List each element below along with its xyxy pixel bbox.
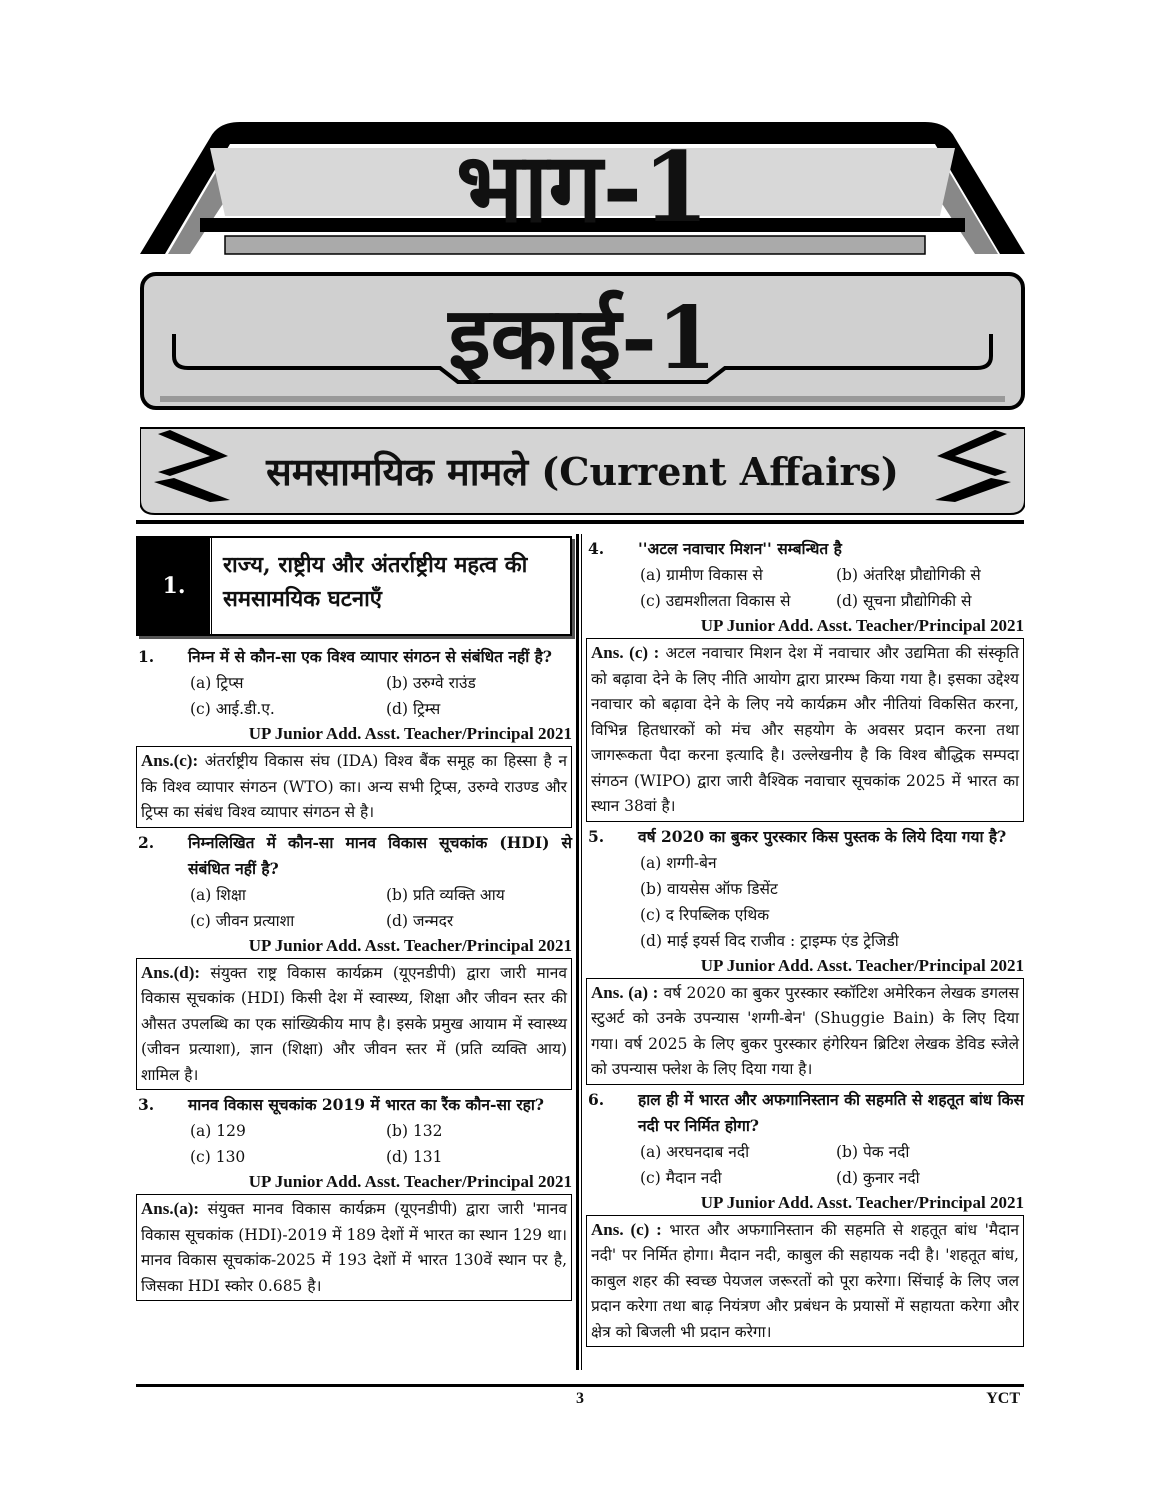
column-divider: [576, 534, 579, 1370]
topic-banner: [140, 426, 1025, 516]
answer-text: अटल नवाचार मिशन देश में नवाचार और उद्यमिता की संस्कृति को बढ़ावा देने के लिए नीति आयोग द्वारा प्रारम्भ किया गया है। इसका उद्देश्य नवाचार को बढ़ावा देने के लिए नये कार्यक्रम और नीतियां विकसित करना, विभिन्न हितधारकों को मंच और सहयोग के अवसर प्रदान करना तथा जागरूकता पैदा करना इत्यादि है। उल्लेखनीय है कि विश्व बौद्धिक सम्पदा संगठन (WIPO) द्वारा जारी वैश्विक नवाचार सूचकांक 2025 में भारत का स्थान 38वां है।: [591, 644, 1019, 815]
answer-box: [136, 746, 572, 828]
question-text: वर्ष 2020 का बुकर पुरस्कार किस पुस्तक के लिये दिया गया है?: [638, 826, 1007, 846]
unit-title: इकाई-1: [448, 288, 717, 389]
option: (c) 130: [190, 1148, 246, 1166]
topic-title: समसामयिक मामले (Current Affairs): [266, 449, 899, 494]
question-number: 2.: [138, 832, 155, 852]
option: (b) 132: [386, 1122, 443, 1140]
question-block: [136, 1092, 572, 1301]
section-number: 1.: [138, 538, 213, 634]
question-number: 4.: [588, 539, 605, 558]
question: [136, 830, 572, 882]
answer-box: [586, 638, 1024, 822]
exam-source: UP Junior Add. Asst. Teacher/Principal 2021: [700, 955, 1024, 975]
exam-source: UP Junior Add. Asst. Teacher/Principal 2021: [700, 616, 1024, 635]
question: [586, 824, 1024, 850]
options: [136, 1118, 572, 1170]
option: (b) अंतरिक्ष प्रौद्योगिकी से: [836, 566, 981, 584]
question-block: [586, 1087, 1024, 1348]
option: (b) पेक नदी: [836, 1142, 910, 1161]
question-number: 6.: [588, 1089, 605, 1109]
question-block: [586, 536, 1024, 822]
answer-label: Ans. (c) :: [591, 1219, 662, 1239]
header-rule: [136, 520, 1024, 524]
question: [586, 1087, 1024, 1139]
question-text: निम्नलिखित में कौन-सा मानव विकास सूचकांक (HDI) से संबंधित नहीं है?: [188, 832, 572, 878]
answer-text: भारत और अफगानिस्तान की सहमति से शहतूत बांध 'मैदान नदी' पर निर्मित होगा। मैदान नदी, काबुल की सहायक नदी है। 'शहतूत बांध, काबुल शहर की स्वच्छ पेयजल जरूरतों को पूरा करेगा। सिंचाई के लिए जल प्रदान करेगा तथा बाढ़ नियंत्रण और प्रबंधन के प्रयासों में सहायता करेगा और क्षेत्र को बिजली भी प्रदान करेगा।: [591, 1220, 1019, 1341]
left-column: [136, 536, 572, 1303]
options: [136, 882, 572, 934]
option: (a) ग्रामीण विकास से: [640, 566, 763, 584]
option: (c) आई.डी.ए.: [190, 700, 275, 718]
question: [136, 644, 572, 670]
options: [586, 850, 1024, 954]
publisher-brand: YCT: [986, 1390, 1020, 1407]
question-text: हाल ही में भारत और अफगानिस्तान की सहमति से शहतूत बांध किस नदी पर निर्मित होगा?: [638, 1089, 1024, 1135]
section-title: राज्य, राष्ट्रीय और अंतर्राष्ट्रीय महत्व की समसामयिक घटनाएँ: [223, 552, 528, 612]
question: [586, 536, 1024, 562]
option: (a) शग्गी-बेन: [640, 853, 717, 872]
answer-label: Ans.(a):: [141, 1199, 200, 1218]
exam-source: UP Junior Add. Asst. Teacher/Principal 2021: [700, 1192, 1024, 1212]
option: (d) ट्रिम्स: [386, 700, 441, 718]
answer-text: संयुक्त राष्ट्र विकास कार्यक्रम (यूएनडीपी) द्वारा जारी मानव विकास सूचकांक (HDI) किसी देश में स्वास्थ्य, शिक्षा और जीवन स्तर की औसत उपलब्धि का एक सांख्यिकीय माप है। इसके प्रमुख आयाम में स्वास्थ्य (जीवन प्रत्याशा), ज्ञान (शिक्षा) और जीवन स्तर में (प्रति व्यक्ति आय) शामिल है।: [141, 963, 567, 1084]
option: (b) प्रति व्यक्ति आय: [386, 885, 505, 904]
page-number: 3: [576, 1390, 584, 1407]
option: (c) जीवन प्रत्याशा: [190, 911, 295, 930]
exam-source: UP Junior Add. Asst. Teacher/Principal 2021: [248, 1172, 572, 1191]
answer-box: [136, 1194, 572, 1301]
question: [136, 1092, 572, 1118]
answer-box: [586, 978, 1024, 1085]
option: (c) उद्यमशीलता विकास से: [640, 592, 791, 610]
question-block: [586, 824, 1024, 1085]
options: [586, 562, 1024, 614]
option: (a) शिक्षा: [190, 885, 246, 904]
option: (d) कुनार नदी: [836, 1168, 920, 1187]
question-block: [136, 644, 572, 828]
answer-box: [586, 1215, 1024, 1348]
exam-source: UP Junior Add. Asst. Teacher/Principal 2021: [248, 724, 572, 743]
answer-text: वर्ष 2020 का बुकर पुरस्कार स्कॉटिश अमेरिकन लेखक डगलस स्टुअर्ट को उनके उपन्यास 'शग्गी-बेन' (Shuggie Bain) के लिए दिया गया। वर्ष 2025 के लिए बुकर पुरस्कार हंगेरियन ब्रिटिश लेखक डेविड स्जेले को उपन्यास फ्लेश के लिए दिया गया है।: [591, 983, 1019, 1078]
part-title: भाग-1: [455, 131, 710, 244]
answer-label: Ans. (a) :: [591, 982, 659, 1002]
answer-box: [136, 958, 572, 1091]
options: [136, 670, 572, 722]
exam-source: UP Junior Add. Asst. Teacher/Principal 2021: [248, 935, 572, 955]
answer-label: Ans.(c):: [141, 751, 199, 770]
section-header: [136, 536, 572, 636]
option: (b) उरुग्वे राउंड: [386, 674, 476, 692]
option: (c) द रिपब्लिक एथिक: [640, 905, 770, 924]
question-number: 3.: [138, 1095, 155, 1114]
option: (d) 131: [386, 1148, 443, 1166]
option: (c) मैदान नदी: [640, 1168, 722, 1187]
question-number: 5.: [588, 826, 605, 846]
question-number: 1.: [138, 647, 155, 666]
option: (d) जन्मदर: [386, 911, 454, 930]
unit-banner: [140, 272, 1025, 410]
question-block: [136, 830, 572, 1091]
option: (a) 129: [190, 1122, 246, 1140]
footer-rule: [136, 1384, 1024, 1387]
option: (a) ट्रिप्स: [190, 674, 244, 692]
column-divider-inner: [581, 534, 582, 1370]
options: [586, 1139, 1024, 1191]
question-text: ''अटल नवाचार मिशन'' सम्बन्धित है: [638, 539, 842, 558]
part-banner: [140, 118, 1025, 258]
answer-text: अंतर्राष्ट्रीय विकास संघ (IDA) विश्व बैंक समूह का हिस्सा है न कि विश्व व्यापार संगठन (WTO) का। अन्य सभी ट्रिप्स, उरुग्वे राउण्ड और ट्रिप्स का संबंध विश्व व्यापार संगठन से है।: [141, 752, 567, 821]
right-column: [586, 536, 1024, 1349]
question-text: मानव विकास सूचकांक 2019 में भारत का रैंक कौन-सा रहा?: [188, 1095, 545, 1114]
option: (a) अरघनदाब नदी: [640, 1142, 750, 1161]
option: (b) वायसेस ऑफ डिसेंट: [640, 879, 778, 898]
option: (d) सूचना प्रौद्योगिकी से: [836, 592, 972, 610]
answer-label: Ans.(d):: [141, 962, 201, 982]
answer-text: संयुक्त मानव विकास कार्यक्रम (यूएनडीपी) द्वारा जारी 'मानव विकास सूचकांक (HDI)-2019 में 189 देशों में भारत का स्थान 129 था। मानव विकास सूचकांक-2025 में 193 देशों में भारत 130वें स्थान पर है, जिसका HDI स्कोर 0.685 है।: [141, 1200, 567, 1295]
option: (d) माई इयर्स विद राजीव : ट्राइम्फ एंड ट्रेजिडी: [640, 931, 899, 950]
answer-label: Ans. (c) :: [591, 643, 660, 662]
question-text: निम्न में से कौन-सा एक विश्व व्यापार संगठन से संबंधित नहीं है?: [188, 647, 552, 666]
